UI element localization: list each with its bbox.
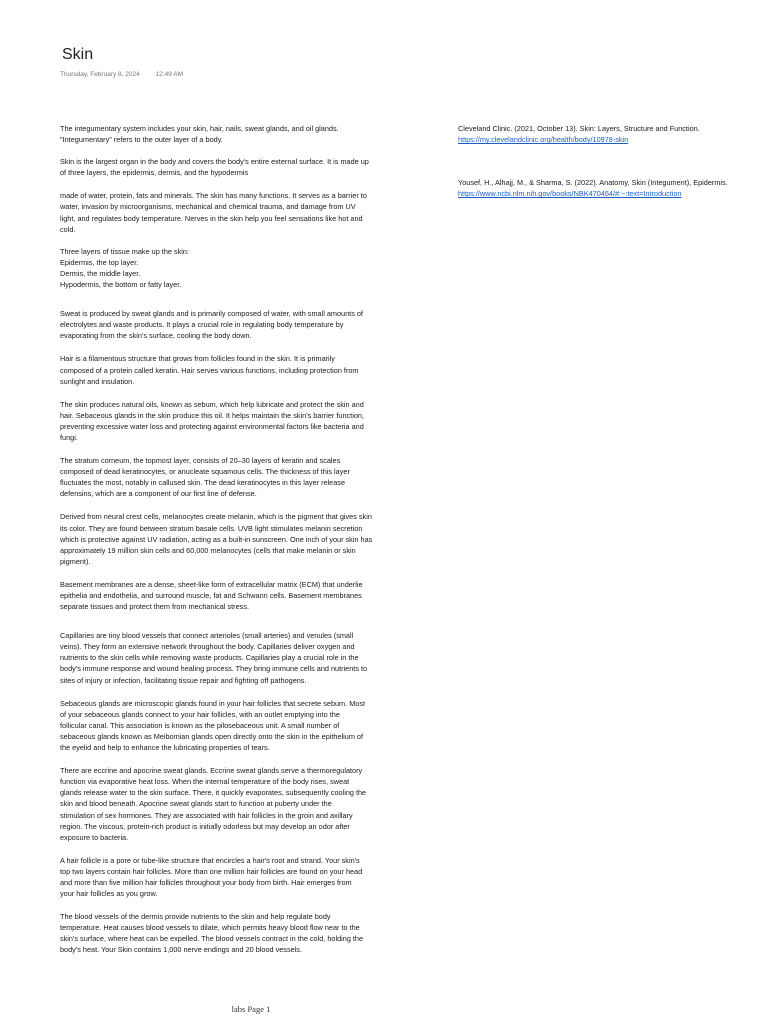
paragraph-sweat-glands: There are eccrine and apocrine sweat glands. Eccrine sweat glands serve a thermoregulatory function via evaporative heat loss. When the internal temperature of the body rises, sweat glands release water to the skin surface. There, it quickly evaporates, subsequently cooling the skin and blood beneath. Apocrine sweat glands start to function at puberty under the stimulation of sex hormones. They are associated with hair follicles in the groin and axillary region. The viscous, protein-rich product is initially odorless but may develop an odor after exposure to bacteria. <box>60 766 367 842</box>
page-title: Skin <box>62 46 94 63</box>
reference-link[interactable]: https://my.clevelandclinic.org/health/body/10978-skin <box>458 135 629 145</box>
reference-item <box>458 177 763 199</box>
reference-item <box>458 123 763 145</box>
page-time: 12:49 AM <box>155 71 184 78</box>
reference-citation: Yousef, H., Alhajj, M., & Sharma, S. (2022). Anatomy, Skin (Integument), Epidermis. <box>458 178 728 188</box>
page-date: Thursday, February 8, 2024 <box>60 71 140 78</box>
notes-body[interactable] <box>60 123 420 956</box>
paragraph-sebum: The skin produces natural oils, known as sebum, which help lubricate and protect the skin and hair. Sebaceous glands in the skin produce this oil. It helps maintain the skin's barrier function, preventing excessive water loss and protecting against environmental factors like bacteria and fungi. <box>60 399 364 442</box>
reference-link[interactable]: https://www.ncbi.nlm.nih.gov/books/NBK470464/#:~:text=Introduction <box>458 189 682 199</box>
paragraph-stratum-corneum: The stratum corneum, the topmost layer, consists of 20–30 layers of keratin and scales composed of dead keratinocytes, or anucleate squamous cells. The thickness of this layer fluctuates the most, notably in callused skin. The dead keratinocytes in this layer release defensins, which are a component of our first line of defense. <box>60 456 350 499</box>
paragraph-sweat: Sweat is produced by sweat glands and is primarily composed of water, with small amounts of electrolytes and waste products. It plays a crucial role in regulating body temperature by evaporating from the skin's surface, cooling the body down. <box>60 309 363 341</box>
reference-citation: Cleveland Clinic. (2021, October 13). Skin: Layers, Structure and Function. <box>458 124 700 133</box>
paragraph-three-layers: Three layers of tissue make up the skin: Epidermis, the top layer. Dermis, the middle layer. Hypodermis, the bottom or fatty layer. <box>60 246 189 290</box>
paragraph-hair-follicle: A hair follicle is a pore or tube-like structure that encircles a hair's root and strand. Your skin's top two layers contain hair follicles. More than one million hair follicles are found on your head and more than five million hair follicles throughout your body from birth. Hair emerges from your hair follicles as you grow. <box>60 855 363 899</box>
paragraph-basement-membranes: Basement membranes are a dense, sheet-like form of extracellular matrix (ECM) that underlie epithelia and endothelia, and surround muscle, fat and Schwann cells. Basement membranes separate tissues and protect them from mechanical stress. <box>60 579 363 612</box>
paragraph-blood-vessels: The blood vessels of the dermis provide nutrients to the skin and help regulate body temperature. Heat causes blood vessels to dilate, which permits heavy blood flow near to the skin's surface, where heat can be expelled. The blood vessels contract in the cold, holding the body's heat. Your Skin contains 1,000 nerve endings and 20 blood vessels. <box>60 912 364 955</box>
paragraph-sebaceous-glands: Sebaceous glands are microscopic glands found in your hair follicles that secrete sebum. Most of your sebaceous glands connect to your hair follicles, with an outlet emptying into the follicular canal. This association is known as the pilosebaceous unit. A small number of sebaceous glands known as Meibomian glands open directly onto the skin in the epithelium of the eyelid and help to enhance the lubricating properties of tears. <box>60 698 366 753</box>
page-timestamp <box>60 71 183 78</box>
paragraph-hair: Hair is a filamentous structure that grows from follicles found in the skin. It is primarily composed of a protein called keratin. Hair serves various functions, including protection from sunlight and insulation. <box>60 354 359 386</box>
paragraph-integumentary: The integumentary system includes your skin, hair, nails, sweat glands, and oil glands. "Integumentary" refers to the outer layer of a body. <box>60 124 339 145</box>
references-panel <box>458 123 763 199</box>
paragraph-melanocytes: Derived from neural crest cells, melanocytes create melanin, which is the pigment that gives skin its color. They are found between stratum basale cells. UVB light stimulates melanin secretion which is protective against UV radiation, acting as a built-in sunscreen. One inch of your skin has approximately 19 million skin cells and 60,000 melanocytes (cells that make melanin or skin pigment). <box>60 512 373 566</box>
paragraph-skin-organ: Skin is the largest organ in the body and covers the body's entire external surface. It is made up of three layers, the epidermis, dermis, and the hypodermis <box>60 157 369 178</box>
paragraph-skin-functions: made of water, protein, fats and minerals. The skin has many functions. It serves as a barrier to water, invasion by microorganisms, mechanical and chemical trauma, and damage from UV light, and regulates body temperature. Nerves in the skin help you feel sensations like hot and cold. <box>60 191 367 234</box>
paragraph-capillaries: Capillaries are tiny blood vessels that connect arterioles (small arteries) and venules (small veins). They form an extensive network throughout the body. Capillaries deliver oxygen and nutrients to the skin cells while removing waste products. Capillaries play a crucial role in the body's immune response and wound healing process. They bring immune cells and nutrients to sites of injury or infection, facilitating tissue repair and fighting off pathogens. <box>60 631 368 685</box>
page-footer: labs Page 1 <box>231 1004 271 1014</box>
